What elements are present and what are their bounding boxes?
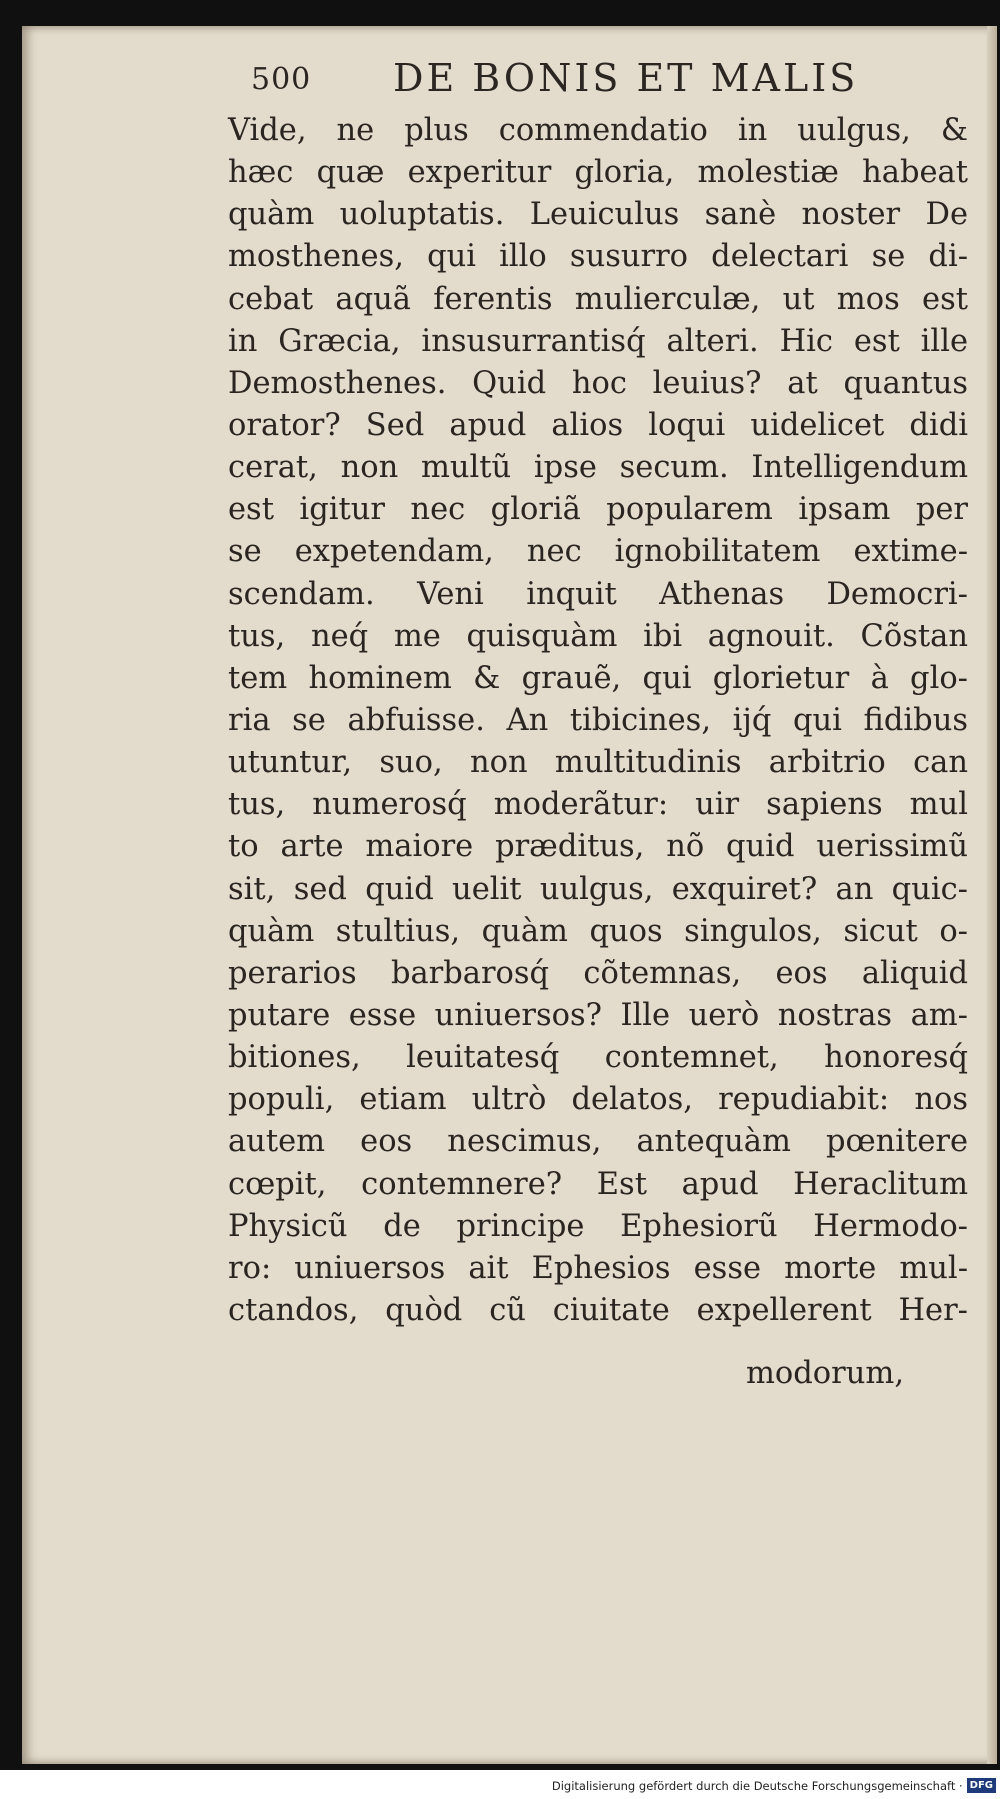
text-line: quàm uoluptatis. Leuiculus sanè noster De	[228, 197, 968, 233]
text-line: orator? Sed apud alios loqui uidelicet didi	[228, 407, 968, 443]
text-line: ria se abfuisse. An tibicines, ijq́ qui fidibus	[228, 702, 968, 738]
text-line: ctandos, quòd cũ ciuitate expellerent Her-	[228, 1292, 968, 1328]
text-line: tus, neq́ me quisquàm ibi agnouit. Cõstan	[228, 618, 968, 654]
text-line: Vide, ne plus commendatio in uulgus, &	[228, 113, 968, 148]
text-line: autem eos nescimus, antequàm pœnitere	[228, 1124, 968, 1160]
text-line: mosthenes, qui illo susurro delectari se di-	[228, 239, 968, 275]
text-line: tus, numerosq́ moderãtur: uir sapiens mul	[228, 787, 968, 823]
dfg-logo-icon: DFG	[967, 1778, 996, 1793]
footer-credit	[552, 1778, 996, 1793]
text-line: Demosthenes. Quid hoc leuius? at quantus	[228, 365, 968, 401]
running-title: DE BONIS ET MALIS	[393, 56, 859, 100]
text-line: sit, sed quid uelit uulgus, exquiret? an quic-	[228, 871, 968, 907]
page-header	[225, 56, 859, 108]
footer-credit-text: Digitalisierung gefördert durch die Deutsche Forschungsgemeinschaft ·	[551, 1778, 963, 1793]
text-line: putare esse uniuersos? Ille uerò nostras am-	[228, 997, 968, 1033]
text-line: scendam. Veni inquit Athenas Democri-	[228, 576, 968, 612]
text-line: utuntur, suo, non multitudinis arbitrio can	[228, 745, 968, 781]
text-line: se expetendam, nec ignobilitatem extime-	[228, 534, 968, 570]
text-line: tem hominem & grauẽ, qui glorietur à glo-	[228, 660, 968, 696]
text-line: quàm stultius, quàm quos singulos, sicut o-	[228, 913, 968, 949]
body-text	[228, 110, 968, 1332]
text-line: Physicũ de principe Ephesiorũ Hermodo-	[228, 1208, 968, 1244]
text-line: est igitur nec gloriã popularem ipsam per	[228, 492, 968, 528]
page-number: 500	[251, 62, 312, 97]
text-line: to arte maiore præditus, nõ quid uerissimũ	[228, 829, 968, 865]
text-line: cœpit, contemnere? Est apud Heraclitum	[228, 1166, 968, 1202]
page-edge	[987, 26, 997, 1764]
catchword: modorum,	[746, 1356, 905, 1391]
text-line: populi, etiam ultrò delatos, repudiabit: nos	[228, 1082, 968, 1118]
text-line: bitiones, leuitatesq́ contemnet, honoresq́	[228, 1040, 968, 1076]
text-line: hæc quæ experitur gloria, molestiæ habeat	[228, 155, 968, 191]
text-line: cerat, non multũ ipse secum. Intelligendum	[228, 450, 968, 486]
text-line: in Græcia, insusurrantisq́ alteri. Hic est ille	[228, 323, 968, 359]
text-line: ro: uniuersos ait Ephesios esse morte mul-	[228, 1250, 968, 1286]
text-line: perarios barbarosq́ cõtemnas, eos aliquid	[228, 955, 968, 991]
text-line: cebat aquã ferentis mulierculæ, ut mos est	[228, 281, 968, 317]
